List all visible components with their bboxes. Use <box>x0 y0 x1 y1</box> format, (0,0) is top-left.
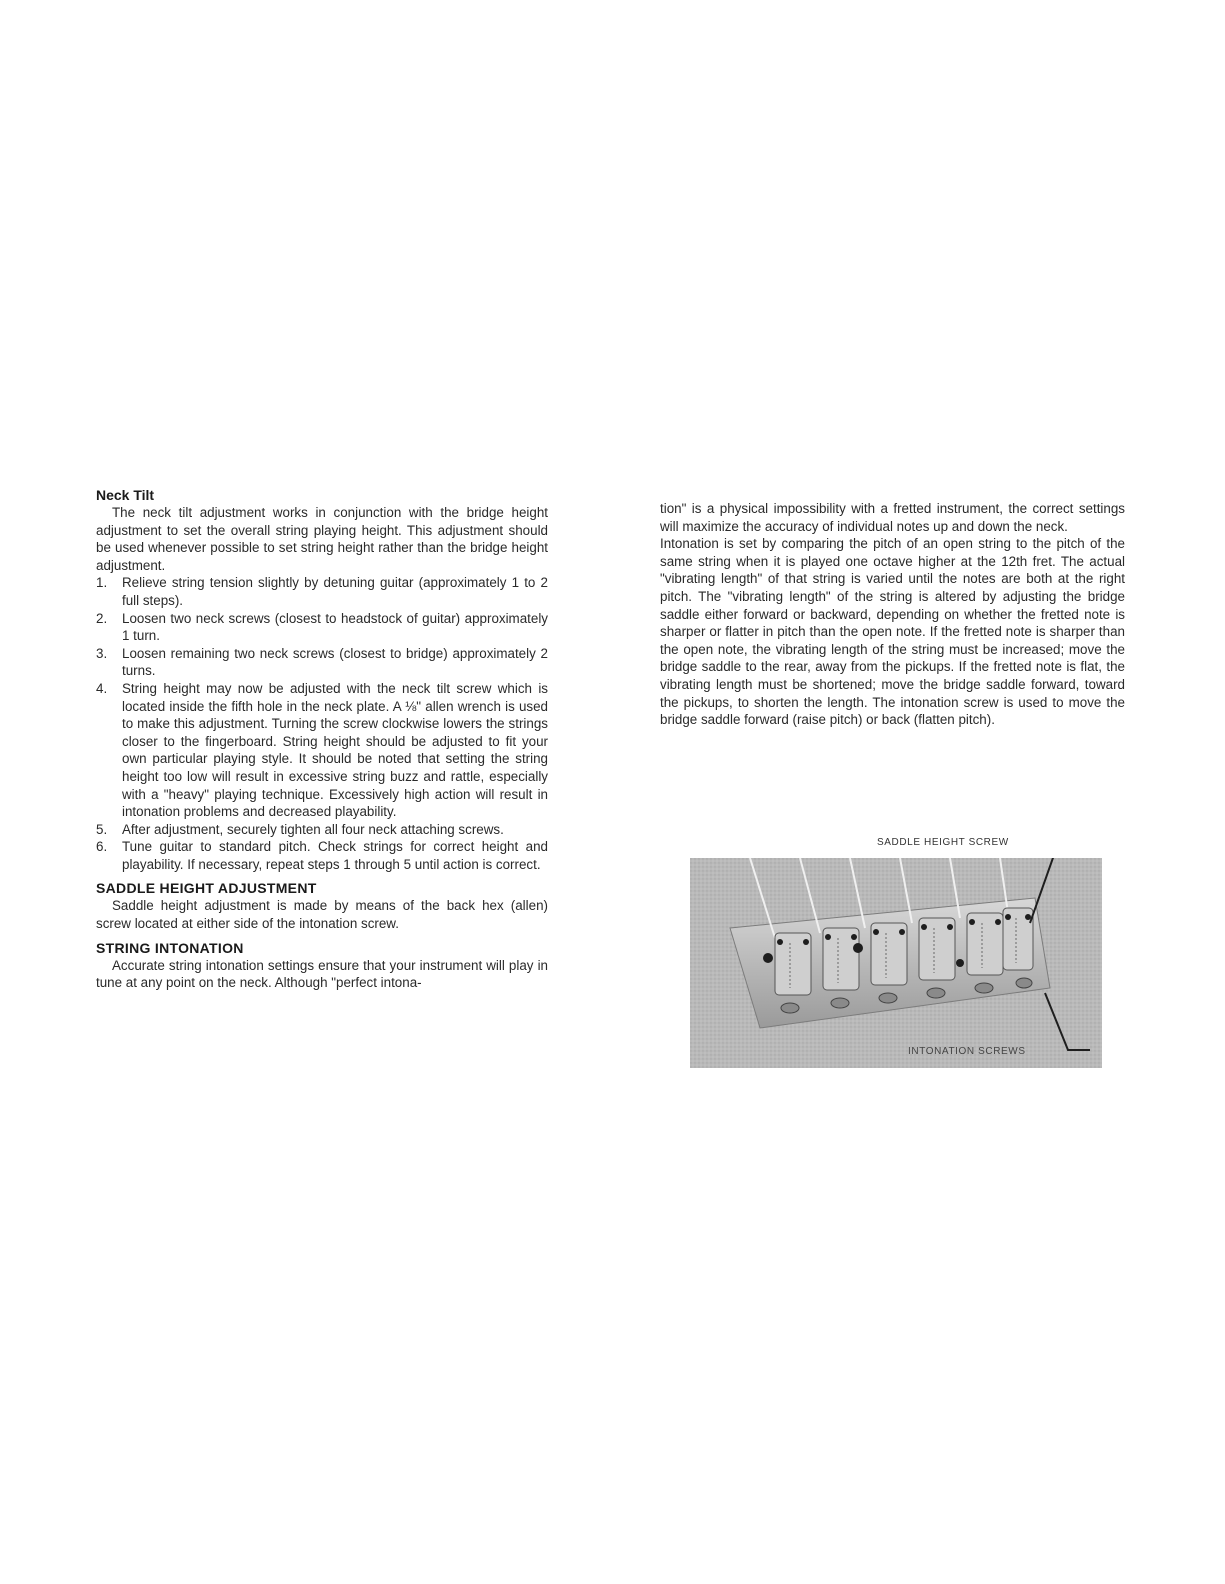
right-column <box>660 500 1125 729</box>
neck-tilt-steps <box>96 574 548 873</box>
step-item <box>96 645 548 680</box>
step-text: Loosen remaining two neck screws (closest to bridge) approximately 2 turns. <box>122 645 548 679</box>
intonation-paragraph: Intonation is set by comparing the pitch of an open string to the pitch of the same string when it is played one octave higher at the 12th fret. The actual "vibrating length" of that string is varied until the notes are both at the right pitch. The "vibrating length" of the string is altered by adjusting the bridge saddle either forward or backward, depending on whether the fretted note is sharper or flatter in pitch than the open note. If the fretted note is sharper than the open note, the vibrating length of the string must be increased; move the bridge saddle to the rear, away from the pickups. If the fretted note is flat, the vibrating length must be shortened; move the bridge saddle forward, toward the pickups, to shorten the length. The intonation screw is used to move the bridge saddle forward (raise pitch) or back (flatten pitch). <box>660 536 1125 728</box>
step-number: 4. <box>96 680 108 696</box>
bridge-illustration <box>690 858 1102 1068</box>
neck-tilt-heading: Neck Tilt <box>96 487 155 503</box>
step-number: 3. <box>96 645 108 661</box>
step-text: String height may now be adjusted with the neck tilt screw which is located inside the fifth hole in the neck plate. A ⅛" allen wrench is used to make this adjustment. Turning the screw clockwise lowers the strings closer to the fingerboard. String height should be adjusted to fit your own particular playing style. It should be noted that setting the string height too low will result in excessive string buzz and rattle, especially with a "heavy" playing technique. Excessively high action will result in intonation problems and decreased playability. <box>122 680 548 820</box>
step-number: 6. <box>96 839 108 855</box>
neck-tilt-intro: The neck tilt adjustment works in conjunction with the bridge height adjustment to set the overall string playing height. This adjustment should be used whenever possible to set string height rather than the bridge height adjustment. <box>96 505 548 573</box>
left-column <box>96 486 548 992</box>
step-item <box>96 821 548 839</box>
step-text: Loosen two neck screws (closest to headstock of guitar) approximately 1 turn. <box>122 610 548 644</box>
step-item <box>96 838 548 873</box>
step-item <box>96 574 548 609</box>
bridge-photo <box>690 858 1102 1094</box>
intonation-continuation: tion" is a physical impossibility with a fretted instrument, the correct settings will maximize the accuracy of individual notes up and down the neck. <box>660 501 1125 534</box>
saddle-height-screw-label: SADDLE HEIGHT SCREW <box>877 837 1009 848</box>
step-text: After adjustment, securely tighten all four neck attaching screws. <box>122 821 504 837</box>
step-item <box>96 610 548 645</box>
saddle-height-heading: SADDLE HEIGHT ADJUSTMENT <box>96 880 317 897</box>
step-number: 1. <box>96 575 108 591</box>
step-number: 5. <box>96 821 108 837</box>
step-text: Tune guitar to standard pitch. Check strings for correct height and playability. If necessary, repeat steps 1 through 5 until action is correct. <box>122 839 548 872</box>
string-intonation-heading: STRING INTONATION <box>96 939 244 956</box>
step-text: Relieve string tension slightly by detuning guitar (approximately 1 to 2 full steps). <box>122 575 548 608</box>
saddle-height-text: Saddle height adjustment is made by means of the back hex (allen) screw located at either side of the intonation screw. <box>96 898 548 932</box>
step-number: 2. <box>96 610 108 626</box>
string-intonation-text: Accurate string intonation settings ensure that your instrument will play in tune at any point on the neck. Although "perfect intona- <box>96 957 548 991</box>
step-item <box>96 680 548 821</box>
intonation-screws-label: INTONATION SCREWS <box>908 1046 1026 1057</box>
